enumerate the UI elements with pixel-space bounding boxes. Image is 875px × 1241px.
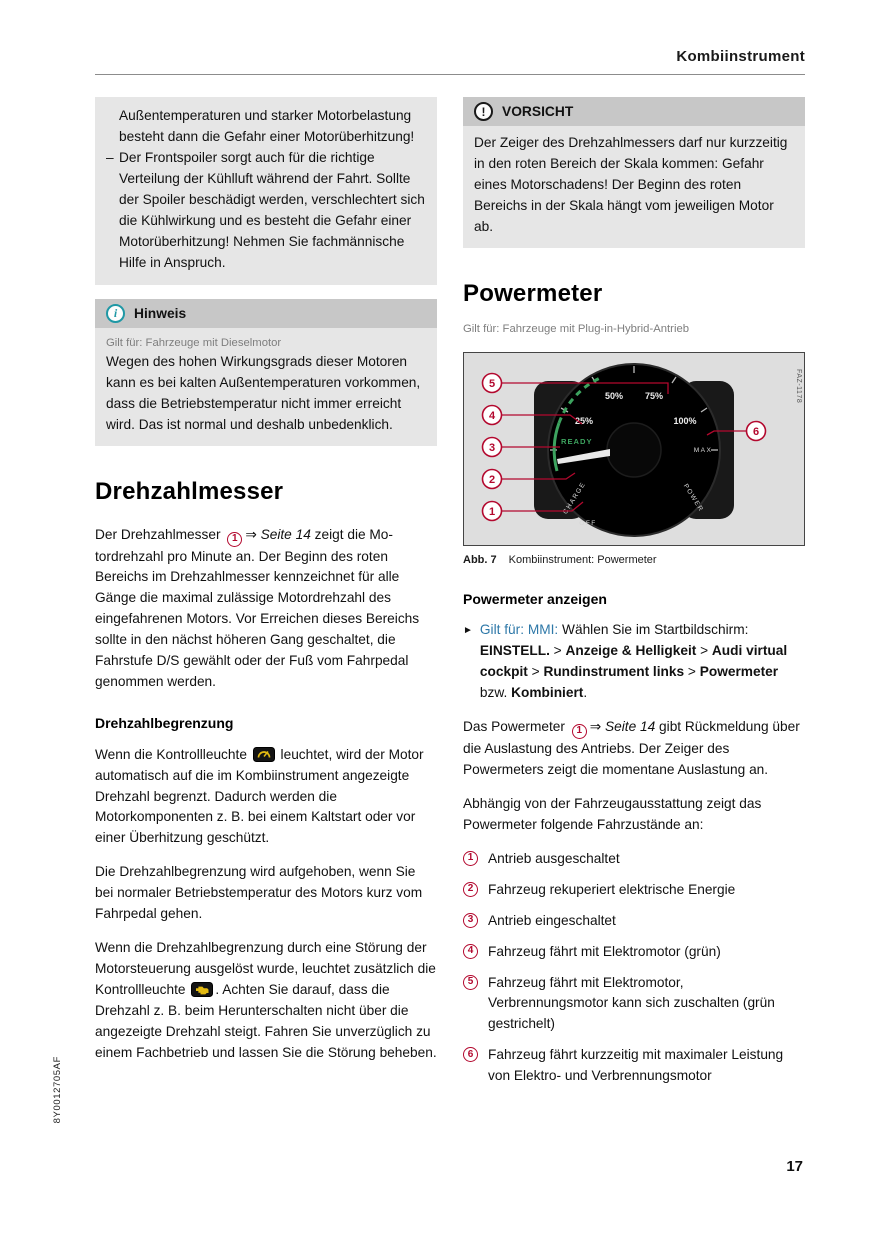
figure-caption <box>463 552 805 569</box>
caution-icon: ! <box>474 102 493 121</box>
paragraph-drehzahlmesser <box>95 525 437 694</box>
gauge-label-charge: CHARGE <box>562 480 588 516</box>
gauge-label-off: OFF <box>579 519 597 527</box>
list-item <box>463 849 805 870</box>
state-text: Antrieb ausgeschaltet <box>488 850 620 866</box>
figure-reference-code: FAZ-1178 <box>795 368 802 404</box>
applies-to-line: Gilt für: Fahrzeuge mit Plug-in-Hybrid-Antrieb <box>463 322 690 335</box>
gauge-label-25: 25% <box>574 415 594 426</box>
section-heading-drehzahlmesser: Drehzahlmesser <box>95 477 284 505</box>
callout-number: 4 <box>463 944 478 959</box>
figure-callout-4: 4 <box>488 409 496 422</box>
right-column <box>463 97 805 1097</box>
list-item-text: Der Frontspoiler sorgt auch für die richtige Verteilung der Kühlluft während der Fahrt. Sollte der Spoiler beschädigt werden, verschlechtert sich die Kühlwirkung und es besteht die Gefahr einer Motorüberhitzung! Nehmen Sie fachmännische Hilfe in Anspruch. <box>119 149 425 270</box>
menu-item: Powermeter <box>699 664 779 679</box>
menu-item: Audi virtual cockpit <box>479 643 788 679</box>
text-run: . <box>583 684 588 700</box>
state-text: Fahrzeug fährt kurzzeitig mit maximaler Leistung von Elektro- und Verbrennungsmotor <box>488 1047 784 1084</box>
page-reference: ⇒ Seite 14 <box>589 718 656 734</box>
figure-callout-2: 2 <box>488 473 496 486</box>
subheading-drehzahlbegrenzung: Drehzahlbegrenzung <box>95 715 234 732</box>
powermeter-gauge-illustration <box>464 353 804 545</box>
state-text: Fahrzeug fährt mit Elektromotor (grün) <box>488 943 721 959</box>
note-text: Wegen des hohen Wirkungsgrads dieser Motoren kann es bei kalten Außentemperaturen vorkommen, dass die Betriebstemperatur nicht immer erreicht wird. Das ist normal und deshalb unbedenklich. <box>106 354 421 432</box>
page-reference: ⇒ Seite 14 <box>245 526 311 542</box>
text-run: Der Drehzahlmesser <box>95 526 225 542</box>
figure-callout-6: 6 <box>752 425 760 438</box>
figure-frame <box>463 352 805 546</box>
menu-separator: > <box>527 664 544 679</box>
state-text: Fahrzeug fährt mit Elektromotor, Verbrennungsmotor kann sich zuschalten (grün gestrichelt) <box>488 974 775 1032</box>
text-run: . Achten Sie darauf, dass die Drehzahl z. B. beim Herunterschalten nicht über die angezeigte Drehzahl steigt. Fahren Sie unverzüglich zu einem Fachbetrieb und lassen Sie die Störung beheben. <box>95 982 437 1060</box>
note-title: Hinweis <box>134 305 187 321</box>
instruction-marker-icon: ► <box>463 625 473 637</box>
callout-number: 5 <box>463 975 478 990</box>
powermeter-figure <box>463 352 805 569</box>
list-item <box>463 1045 805 1087</box>
engine-control-indicator-icon <box>191 982 213 997</box>
text-run: gibt Rückmeldung über die Auslastung des Antriebs. Der Zeiger des Powermeters zeigt die momentane Auslastung an. <box>463 718 800 777</box>
gauge-label-power: POWER <box>681 482 705 514</box>
text-run: bzw. <box>479 684 512 700</box>
figure-callout-5: 5 <box>488 377 496 390</box>
callout-number-1: 1 <box>227 532 242 547</box>
gauge-label-75: 75% <box>644 390 664 401</box>
vorsicht-warning-box <box>463 97 805 248</box>
drive-states-list <box>463 849 805 1088</box>
callout-number: 6 <box>463 1047 478 1062</box>
applies-to-line: Gilt für: Fahrzeuge mit Dieselmotor <box>106 336 282 349</box>
info-icon: i <box>106 304 125 323</box>
menu-item: Rundinstrument links <box>543 664 685 679</box>
gauge-label-max: MAX <box>693 446 713 454</box>
warning-text: Der Zeiger des Drehzahlmessers darf nur kurzzeitig in den roten Bereich der Skala kommen: Gefahr eines Motorschadens! Der Beginn des roten Bereichs in der Skala hängt vom jeweiligen Motor ab. <box>474 135 788 234</box>
callout-number: 2 <box>463 882 478 897</box>
text-run: Wählen Sie im Startbildschirm: <box>558 622 749 638</box>
menu-item: Kombiniert <box>511 684 584 700</box>
figure-caption-text: Kombiinstrument: Powermeter <box>508 553 657 566</box>
instruction-text <box>480 620 805 704</box>
figure-caption-label: Abb. 7 <box>463 553 497 566</box>
vorsicht-header <box>463 97 805 126</box>
overheating-continuation-box <box>95 97 437 285</box>
mmi-instruction <box>463 620 805 704</box>
list-item <box>106 148 426 274</box>
paragraph-states-intro: Abhängig von der Fahrzeugausstattung zeigt das Powermeter folgende Fahrzustände an: <box>463 795 762 832</box>
list-item <box>463 880 805 901</box>
page-header <box>95 48 805 75</box>
dash-bullet: – <box>106 149 114 165</box>
gauge-label-100: 100% <box>673 415 697 426</box>
page-number: 17 <box>786 1158 803 1175</box>
menu-separator: > <box>696 643 712 659</box>
vorsicht-body <box>463 126 805 248</box>
hinweis-header <box>95 299 437 328</box>
warning-title: VORSICHT <box>502 104 574 119</box>
gauge-label-ready: READY <box>561 436 593 446</box>
continuation-text: Außentemperaturen und starker Motorbelastung besteht dann die Gefahr einer Motorüberhitzung! <box>119 108 415 144</box>
text-run: zeigt die Motordrehzahl pro Minute an. Der Beginn des roten Bereichs im Drehzahlmesser kennzeichnet für alle Gänge die maximal zulässige Motordrehzahl des eingefahrenen Motors. Vor Erreichen dieses Bereichs sollte in den nächst höheren Gang geschaltet, die Fahrstufe D/S gewählt oder der Fuß vom Fahrpedal genommen werden. <box>95 526 420 690</box>
engine-speed-limit-indicator-icon <box>253 747 275 762</box>
gauge-label-50: 50% <box>604 390 624 401</box>
paragraph-begrenzung-2: Die Drehzahlbegrenzung wird aufgehoben, wenn Sie bei normaler Betriebstemperatur des Motors kurz vom Fahrpedal gehen. <box>95 864 423 922</box>
menu-separator: > <box>549 643 566 659</box>
menu-separator: > <box>684 664 700 679</box>
text-run: leuchtet, wird der Motor automatisch auf die im Kombiinstrument angezeigte Drehzahl begrenzt. Dadurch werden die Motorkomponenten z. B. bei einem Kaltstart oder vor einer Überhitzung geschützt. <box>95 746 424 846</box>
callout-number: 3 <box>463 913 478 928</box>
margin-print-code: 8Y0012705AF <box>52 1055 63 1123</box>
figure-callout-3: 3 <box>488 441 496 454</box>
text-run: Wenn die Drehzahlbegrenzung durch eine Störung der Motorsteuerung ausgelöst wurde, leuchtet zusätzlich die Kontrollleuchte <box>95 940 436 998</box>
hinweis-body <box>95 328 437 446</box>
list-item <box>463 942 805 963</box>
subheading-powermeter-anzeigen: Powermeter anzeigen <box>463 590 607 607</box>
paragraph-begrenzung-3 <box>95 938 437 1064</box>
paragraph-begrenzung-1 <box>95 745 437 850</box>
left-column <box>95 97 437 1097</box>
menu-item: EINSTELL. <box>479 643 550 659</box>
list-item <box>463 973 805 1036</box>
menu-item: Anzeige & Helligkeit <box>565 643 697 659</box>
list-item <box>463 911 805 932</box>
callout-number-1: 1 <box>572 724 587 739</box>
running-header-title: Kombiinstrument <box>676 48 805 65</box>
state-text: Fahrzeug rekuperiert elektrische Energie <box>488 881 736 897</box>
callout-number: 1 <box>463 851 478 866</box>
gauge-hub <box>607 423 661 477</box>
figure-callout-1: 1 <box>488 505 496 518</box>
content-columns <box>95 97 805 1097</box>
text-run: Das Powermeter <box>463 718 569 734</box>
section-heading-powermeter: Powermeter <box>463 279 603 307</box>
state-text: Antrieb eingeschaltet <box>488 912 616 928</box>
paragraph-powermeter-feedback <box>463 717 805 781</box>
applies-inline: Gilt für: MMI: <box>479 622 559 638</box>
text-run: Wenn die Kontrollleuchte <box>95 746 251 762</box>
hinweis-note-box <box>95 299 437 446</box>
